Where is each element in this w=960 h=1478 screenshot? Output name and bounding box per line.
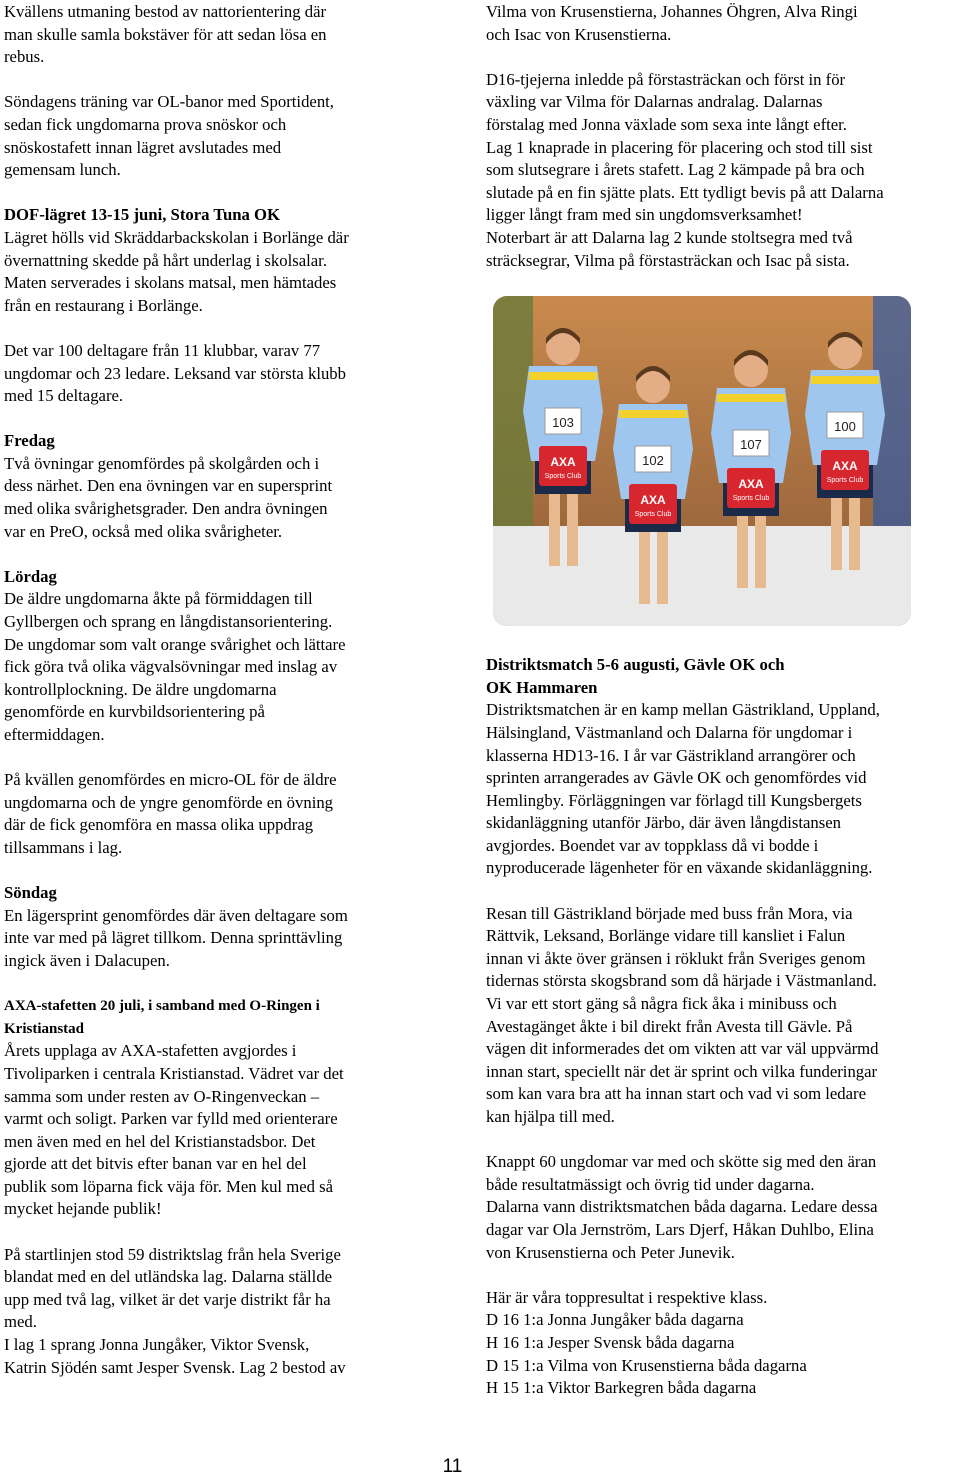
text-line: Dalarna vann distriktsmatchen båda dagarna. Ledare dessa	[486, 1197, 878, 1217]
text-line: Distriktsmatchen är en kamp mellan Gästrikland, Uppland,	[486, 700, 880, 720]
text-line: Vi var ett stort gäng så några fick åka i minibuss och	[486, 994, 837, 1014]
text-line: med olika svårighetsgrader. Den andra övningen	[4, 499, 328, 519]
text-line: Kvällens utmaning bestod av nattorientering där	[4, 2, 327, 21]
text-line: De ungdomar som valt orange svårighet och lättare	[4, 634, 346, 654]
text-line: innan vi åkte över gränsen i röklukt från Sveriges genom	[486, 948, 866, 968]
axa-bag-subtext: Sports Club	[826, 477, 864, 484]
text-line: kan hjälpa till med.	[486, 1107, 615, 1126]
text-line: blandat med en del utländska lag. Dalarna ställde	[4, 1267, 333, 1287]
text-line: Tivoliparken i centrala Kristianstad. Vädret var det	[4, 1063, 344, 1083]
text-line: Distriktsmatch 5-6 augusti, Gävle OK och	[486, 655, 785, 675]
text-line: Noterbart är att Dalarna lag 2 kunde stoltsegra med två	[486, 227, 853, 247]
text-line: På kvällen genomfördes en micro-OL för de äldre	[4, 770, 337, 790]
text-line: Rättvik, Leksand, Borlänge vidare till kansliet i Falun	[486, 926, 846, 946]
text-line: ungdomarna och de yngre genomförde en övning	[4, 792, 334, 812]
text-line: H 15 1:a Viktor Barkegren båda dagarna	[486, 1378, 757, 1398]
text-line: sprinten arrangerades av Gävle OK och genomfördes vid	[486, 768, 867, 788]
text-line: samma som under resten av O-Ringenveckan –	[4, 1086, 320, 1106]
text-line: De äldre ungdomarna åkte på förmiddagen till	[4, 589, 313, 609]
text-line: Resan till Gästrikland började med buss från Mora, via	[486, 903, 853, 923]
text-line: eftermiddagen.	[4, 725, 105, 744]
dof-body	[4, 227, 444, 317]
text-line: både resultatmässigt och övrig tid under dagarna.	[486, 1174, 815, 1194]
text-line: Lägret hölls vid Skräddarbackskolan i Borlänge där	[4, 227, 349, 247]
section-fredag	[4, 430, 444, 543]
text-line: växling var Vilma för Dalarnas andralag. Dalarnas	[486, 92, 823, 112]
text-line: och Isac von Krusenstierna.	[486, 24, 672, 44]
bib-number: 102	[642, 453, 664, 468]
paragraph-d16	[486, 69, 958, 272]
podium-photo-illustration	[493, 296, 911, 626]
bib-number: 107	[740, 437, 762, 452]
dm-body	[486, 699, 958, 880]
paragraph-axa-continued	[486, 1, 958, 46]
athlete-leg	[737, 508, 748, 588]
paragraph-participants	[4, 340, 444, 408]
athlete-shirt-stripe	[811, 376, 879, 384]
text-line: Vilma von Krusenstierna, Johannes Öhgren, Alva Ringi	[486, 2, 858, 21]
text-line: tidernas största skogsbrand som då härjade i Västmanland.	[486, 971, 877, 991]
text-line: fick göra två olika vägvalsövningar med inslag av	[4, 657, 338, 677]
bib-number: 103	[552, 415, 574, 430]
text-line: Gyllbergen och sprang en långdistansorientering.	[4, 612, 333, 632]
paragraph-knappt	[486, 1151, 958, 1264]
paragraph-resan	[486, 903, 958, 1129]
text-line: där de fick genomföra en massa olika uppdrag	[4, 815, 314, 835]
section-lordag	[4, 566, 444, 747]
text-line: Här är våra toppresultat i respektive klass.	[486, 1287, 768, 1307]
axa-bag-logo: AXA	[640, 493, 666, 507]
text-line: skidanläggning utanför Järbo, där även långdistansen	[486, 813, 841, 833]
left-column	[4, 0, 444, 1379]
text-line: ligger långt fram med sin ungdomsverksamhet!	[486, 205, 803, 225]
text-line: varmt och soligt. Parken var fylld med orienterare	[4, 1109, 338, 1129]
text-line: avgjordes. Boendet var av toppklass då vi bodde i	[486, 835, 819, 855]
text-line: dagar var Ola Jernström, Lars Djerf, Håkan Duhlbo, Elina	[486, 1219, 874, 1239]
text-line: inte var med på lägret tillkom. Denna sprinttävling	[4, 928, 343, 948]
text-line: sträcksegrar, Vilma på förstasträckan och Isac på sista.	[486, 250, 850, 270]
text-line: Avestagänget åkte i bil direkt från Avesta till Gävle. På	[486, 1016, 853, 1036]
text-line: ingick även i Dalacupen.	[4, 950, 170, 970]
text-line: von Krusenstierna och Peter Junevik.	[486, 1242, 735, 1262]
text-line: var en PreO, också med olika svårigheter.	[4, 521, 283, 541]
athlete-shirt-stripe	[619, 410, 687, 418]
dm-heading	[486, 654, 958, 699]
text-line: sedan fick ungdomarna prova snöskor och	[4, 114, 287, 134]
text-line: nyproducerade lägenheter för en växande skidanläggning.	[486, 858, 873, 878]
text-line: som slutsegrare i årets stafett. Lag 2 kämpade på bra och	[486, 160, 865, 180]
fredag-body	[4, 453, 444, 543]
paragraph-sunday-training	[4, 91, 444, 181]
text-line: genomförde en kurvbildsorientering på	[4, 702, 265, 722]
text-line: snöskostafett innan lägret avslutades med	[4, 137, 282, 157]
section-distriktsmatch	[486, 654, 958, 880]
athlete-leg	[831, 490, 842, 570]
text-line: På startlinjen stod 59 distriktslag från hela Sverige	[4, 1244, 341, 1264]
podium-photo	[493, 296, 911, 626]
athlete-leg	[755, 508, 766, 588]
text-line: som kan vara bra att ha innan start och vad vi som ledare	[486, 1084, 866, 1104]
text-line: dess närhet. Den ena övningen var en supersprint	[4, 476, 333, 496]
text-line: Söndagens träning var OL-banor med Sportident,	[4, 92, 334, 112]
text-line: D 15 1:a Vilma von Krusenstierna båda dagarna	[486, 1355, 807, 1375]
text-line: förstalag med Jonna växlade som sexa inte långt efter.	[486, 114, 847, 134]
text-line: Två övningar genomfördes på skolgården och i	[4, 453, 320, 473]
dof-heading: DOF-lägret 13-15 juni, Stora Tuna OK	[4, 205, 280, 225]
axa-bag-subtext: Sports Club	[732, 495, 770, 502]
text-line: vägen dit informerades det om vikten att var väl uppvärmd	[486, 1039, 879, 1059]
axa-bag-logo: AXA	[550, 455, 576, 469]
text-line: från en restaurang i Borlänge.	[4, 295, 203, 315]
sondag-body	[4, 905, 444, 973]
axa-bag-subtext: Sports Club	[634, 511, 672, 518]
text-line: ungdomar och 23 ledare. Leksand var största klubb	[4, 363, 346, 383]
text-line: med.	[4, 1312, 37, 1332]
right-column	[486, 0, 958, 1400]
text-line: I lag 1 sprang Jonna Jungåker, Viktor Svensk,	[4, 1335, 310, 1355]
text-line: Hemlingby. Förläggningen var förlagd till Kungsbergets	[486, 790, 862, 810]
text-line: gemensam lunch.	[4, 160, 121, 180]
sondag-heading: Söndag	[4, 883, 57, 903]
text-line: gjorde att det bitvis efter banan var en hel del	[4, 1154, 307, 1174]
text-line: men även med en hel del Kristianstadsbor. Det	[4, 1131, 316, 1151]
text-line: Årets upplaga av AXA-stafetten avgjordes i	[4, 1041, 297, 1061]
text-line: Lag 1 knaprade in placering för placering och stod till sist	[486, 137, 873, 157]
results-list	[486, 1287, 958, 1400]
athlete-shirt-stripe	[529, 372, 597, 380]
section-dof-camp	[4, 204, 444, 317]
text-line: publik som löparna fick väja för. Men kul med så	[4, 1176, 334, 1196]
fredag-heading: Fredag	[4, 431, 55, 451]
section-axa	[4, 995, 444, 1221]
text-line: klasserna HD13-16. I år var Gästrikland arrangörer och	[486, 745, 856, 765]
page-number: 11	[442, 1456, 463, 1477]
text-line: Hälsingland, Västmanland och Dalarna för ungdomar i	[486, 722, 853, 742]
text-line: Kristianstad	[4, 1020, 85, 1037]
athlete-leg	[657, 524, 668, 604]
text-line: övernattning skedde på hårt underlag i skolsalar.	[4, 250, 327, 270]
axa-bag-logo: AXA	[738, 477, 764, 491]
text-line: AXA-stafetten 20 juli, i samband med O-Ringen i	[4, 998, 320, 1015]
lordag-body	[4, 588, 444, 746]
text-line: Maten serverades i skolans matsal, men hämtades	[4, 273, 337, 293]
text-line: D 16 1:a Jonna Jungåker båda dagarna	[486, 1310, 744, 1330]
athlete-leg	[849, 490, 860, 570]
paragraph-axa-startline	[4, 1244, 444, 1380]
text-line: upp med två lag, vilket är det varje distrikt får ha	[4, 1289, 331, 1309]
axa-body	[4, 1040, 444, 1221]
axa-bag-subtext: Sports Club	[544, 473, 582, 480]
text-line: kontrollplockning. De äldre ungdomarna	[4, 679, 277, 699]
athlete-leg	[549, 486, 560, 566]
section-sondag	[4, 882, 444, 972]
athlete-shirt-stripe	[717, 394, 785, 402]
text-line: H 16 1:a Jesper Svensk båda dagarna	[486, 1332, 735, 1352]
bib-number: 100	[834, 419, 856, 434]
athlete-leg	[639, 524, 650, 604]
text-line: Det var 100 deltagare från 11 klubbar, varav 77	[4, 340, 321, 360]
text-line: tillsammans i lag.	[4, 837, 123, 857]
text-line: Katrin Sjödén samt Jesper Svensk. Lag 2 bestod av	[4, 1357, 346, 1377]
lordag-heading: Lördag	[4, 566, 57, 586]
athlete-leg	[567, 486, 578, 566]
text-line: innan start, speciellt när det är sprint och vilka funderingar	[486, 1061, 878, 1081]
text-line: D16-tjejerna inledde på förstasträckan och först in för	[486, 69, 846, 89]
text-line: Knappt 60 ungdomar var med och skötte sig med den äran	[486, 1152, 877, 1172]
text-line: En lägersprint genomfördes där även deltagare som	[4, 905, 348, 925]
text-line: OK Hammaren	[486, 677, 598, 697]
axa-bag-logo: AXA	[832, 459, 858, 473]
axa-heading	[4, 995, 444, 1040]
text-line: rebus.	[4, 47, 45, 67]
paragraph-lordag-evening	[4, 769, 444, 859]
text-line: med 15 deltagare.	[4, 386, 124, 406]
paragraph-night-orienteering	[4, 1, 444, 69]
text-line: man skulle samla bokstäver för att sedan lösa en	[4, 24, 327, 44]
text-line: mycket hejande publik!	[4, 1199, 162, 1219]
text-line: slutade på en fin sjätte plats. Ett tydligt bevis på att Dalarna	[486, 182, 884, 202]
